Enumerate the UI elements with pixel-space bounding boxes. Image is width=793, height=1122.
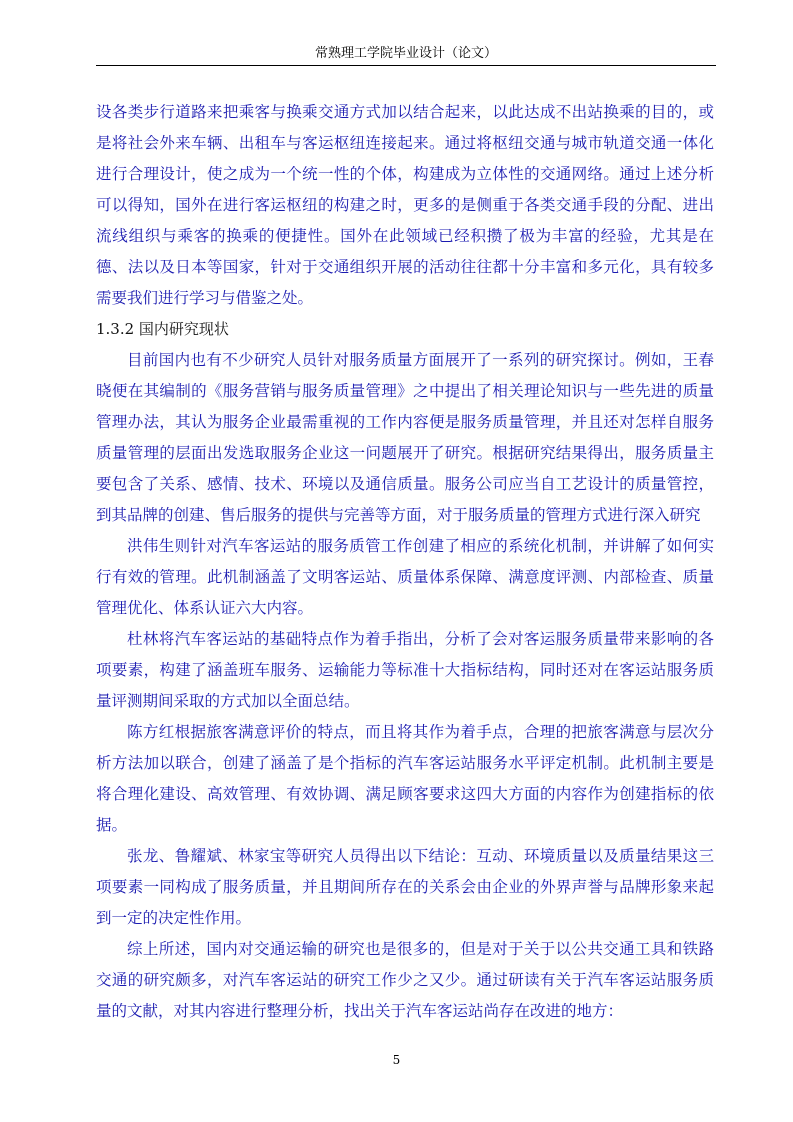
paragraph-5: 陈方红根据旅客满意评价的特点，而且将其作为着手点，合理的把旅客满意与层次分析方法加以联合，创建了涵盖了是个指标的汽车客运站服务水平评定机制。此机制主要是将合理化建设、高效管理、有效协调、满足顾客要求这四大方面的内容作为创建指标的依据。 (96, 723, 714, 834)
section-heading: 1.3.2 国内研究现状 (96, 320, 229, 338)
paragraph-3: 洪伟生则针对汽车客运站的服务质管工作创建了相应的系统化机制，并讲解了如何实行有效的管理。此机制涵盖了文明客运站、质量体系保障、满意度评测、内部检查、质量管理优化、体系认证六大内容。 (96, 537, 714, 617)
paragraph-1: 设各类步行道路来把乘客与换乘交通方式加以结合起来，以此达成不出站换乘的目的，或是将社会外来车辆、出租车与客运枢纽连接起来。通过将枢纽交通与城市轨道交通一体化进行合理设计，使之成为一个统一性的个体，构建成为立体性的交通网络。通过上述分析可以得知，国外在进行客运枢纽的构建之时，更多的是侧重于各类交通手段的分配、进出流线组织与乘客的换乘的便捷性。国外在此领域已经积攒了极为丰富的经验，尤其是在德、法以及日本等国家，针对于交通组织开展的活动往往都十分丰富和多元化，具有较多需要我们进行学习与借鉴之处。 (96, 103, 714, 307)
page-header: 常熟理工学院毕业设计（论文） (314, 46, 497, 61)
document-body (96, 97, 714, 1027)
paragraph-4: 杜林将汽车客运站的基础特点作为着手指出，分析了会对客运服务质量带来影响的各项要素，构建了涵盖班车服务、运输能力等标准十大指标结构，同时还对在客运站服务质量评测期间采取的方式加以全面总结。 (96, 630, 714, 710)
paragraph-6: 张龙、鲁耀斌、林家宝等研究人员得出以下结论：互动、环境质量以及质量结果这三项要素一同构成了服务质量，并且期间所存在的关系会由企业的外界声誉与品牌形象来起到一定的决定性作用。 (96, 847, 714, 927)
paragraph-2: 目前国内也有不少研究人员针对服务质量方面展开了一系列的研究探讨。例如，王春晓便在其编制的《服务营销与服务质量管理》之中提出了相关理论知识与一些先进的质量管理办法，其认为服务企业最需重视的工作内容便是服务质量管理，并且还对怎样自服务质量管理的层面出发选取服务企业这一问题展开了研究。根据研究结果得出，服务质量主要包含了关系、感情、技术、环境以及通信质量。服务公司应当自工艺设计的质量管控，到其品牌的创建、售后服务的提供与完善等方面，对于服务质量的管理方式进行深入研究 (96, 351, 714, 524)
header-rule (96, 65, 716, 66)
page-number: 5 (392, 1053, 401, 1067)
paragraph-7: 综上所述，国内对交通运输的研究也是很多的，但是对于关于以公共交通工具和铁路交通的研究颇多，对汽车客运站的研究工作少之又少。通过研读有关于汽车客运站服务质量的文献，对其内容进行整理分析，找出关于汽车客运站尚存在改进的地方： (96, 940, 714, 1020)
